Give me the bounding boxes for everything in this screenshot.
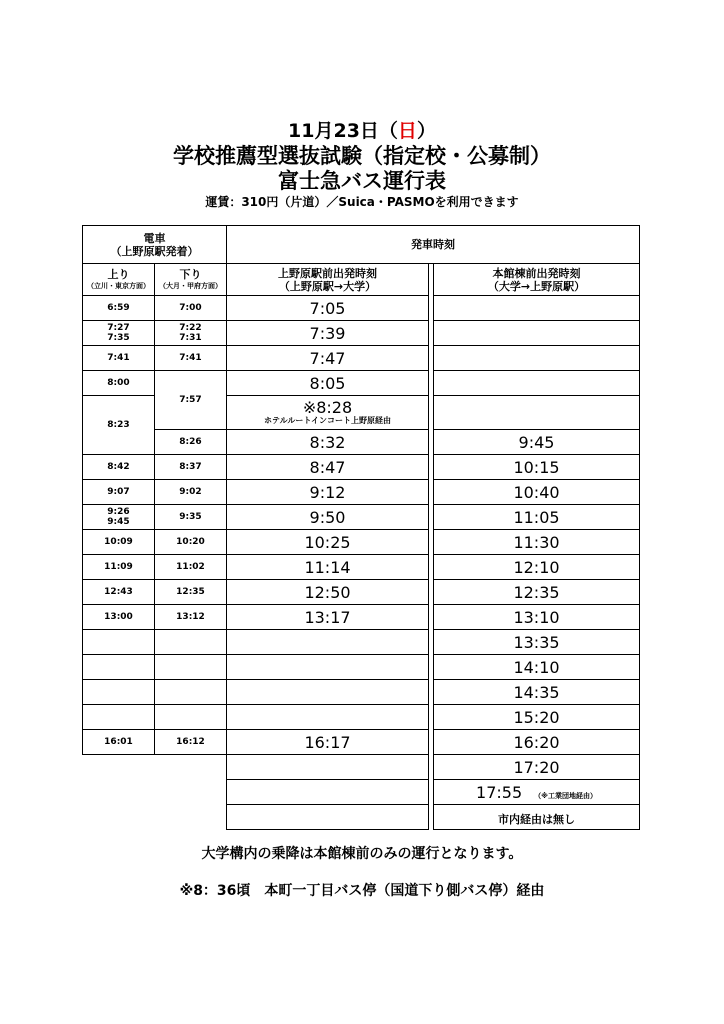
station-departure-time: 13:17 — [227, 605, 429, 630]
down-time: 12:35 — [155, 580, 227, 605]
campus-route-note: （※工業団地経由） — [534, 791, 597, 800]
table-row — [83, 530, 640, 555]
station-departure-time: 8:47 — [227, 455, 429, 480]
down-time — [155, 630, 227, 655]
campus-note: 大学構内の乗降は本館棟前のみの運行となります。 — [201, 846, 523, 862]
campus-departure-time: 12:10 — [434, 555, 640, 580]
campus-departure-time: 17:20 — [434, 755, 640, 780]
down-time — [155, 655, 227, 680]
station-route-note: ホテルルートインコート上野原経由 — [264, 416, 391, 425]
down-time — [155, 780, 227, 805]
table-row — [83, 371, 640, 396]
down-time: 7:57 — [155, 371, 227, 430]
down-time: 11:02 — [155, 555, 227, 580]
fare-note: 運賃：310円（片道）／Suica・PASMOを利用できます — [205, 195, 519, 209]
campus-departure-time: 13:10 — [434, 605, 640, 630]
train-header: 電車 （上野原駅発着） — [83, 226, 227, 264]
up-time: 7:41 — [83, 346, 155, 371]
campus-departure-time — [434, 396, 640, 430]
campus-departure-time: 12:35 — [434, 580, 640, 605]
station-departure-time: 8:32 — [227, 430, 429, 455]
campus-departure-time: 9:45 — [434, 430, 640, 455]
up-time — [83, 655, 155, 680]
campus-departure-header: 本館棟前出発時刻 （大学→上野原駅） — [434, 264, 640, 296]
down-time — [155, 705, 227, 730]
down-time: 9:35 — [155, 505, 227, 530]
table-row — [83, 480, 640, 505]
station-departure-time: 11:14 — [227, 555, 429, 580]
up-header: 上り （立川・東京方面） — [83, 264, 155, 296]
up-time: 11:09 — [83, 555, 155, 580]
campus-departure-time — [434, 296, 640, 321]
table-row — [83, 805, 640, 830]
table-row — [83, 780, 640, 805]
campus-departure-time: 10:40 — [434, 480, 640, 505]
table-row — [83, 580, 640, 605]
station-departure-time — [227, 755, 429, 780]
station-departure-time: 9:12 — [227, 480, 429, 505]
campus-departure-time: 14:35 — [434, 680, 640, 705]
down-time: 8:26 — [155, 430, 227, 455]
campus-departure-time — [434, 346, 640, 371]
down-time: 16:12 — [155, 730, 227, 755]
down-header: 下り （大月・甲府方面） — [155, 264, 227, 296]
table-row — [83, 605, 640, 630]
table-row — [83, 430, 640, 455]
campus-departure-time: 13:35 — [434, 630, 640, 655]
up-time: 7:27 7:35 — [83, 321, 155, 346]
table-row — [83, 730, 640, 755]
up-time — [83, 705, 155, 730]
down-time: 7:00 — [155, 296, 227, 321]
down-time — [155, 755, 227, 780]
table-row — [83, 455, 640, 480]
up-time: 16:01 — [83, 730, 155, 755]
down-time: 9:02 — [155, 480, 227, 505]
down-time — [155, 680, 227, 705]
table-row — [83, 321, 640, 346]
weekday-label: 日 — [397, 120, 417, 142]
down-time: 8:37 — [155, 455, 227, 480]
station-departure-time: 7:47 — [227, 346, 429, 371]
campus-departure-time — [434, 371, 640, 396]
up-time: 9:26 9:45 — [83, 505, 155, 530]
up-time: 6:59 — [83, 296, 155, 321]
campus-departure-time: 市内経由は無し — [434, 805, 640, 830]
campus-departure-time — [434, 321, 640, 346]
table-row — [83, 630, 640, 655]
up-time: 9:07 — [83, 480, 155, 505]
up-time: 12:43 — [83, 580, 155, 605]
exam-title: 学校推薦型選抜試験（指定校・公募制） — [173, 144, 551, 168]
station-departure-time: 7:39 — [227, 321, 429, 346]
up-time: 8:00 — [83, 371, 155, 396]
station-departure-time: 16:17 — [227, 730, 429, 755]
table-row — [83, 505, 640, 530]
station-departure-header: 上野原駅前出発時刻 （上野原駅→大学） — [227, 264, 429, 296]
up-time — [83, 630, 155, 655]
down-time: 7:22 7:31 — [155, 321, 227, 346]
table-row — [83, 680, 640, 705]
down-time: 10:20 — [155, 530, 227, 555]
station-departure-time: 10:25 — [227, 530, 429, 555]
station-departure-time: 12:50 — [227, 580, 429, 605]
station-departure-time — [227, 630, 429, 655]
table-row — [83, 346, 640, 371]
down-time — [155, 805, 227, 830]
campus-departure-time: 14:10 — [434, 655, 640, 680]
table-row — [83, 296, 640, 321]
station-departure-time — [227, 705, 429, 730]
departure-header: 発車時刻 — [227, 226, 640, 264]
station-departure-time — [227, 680, 429, 705]
table-row — [83, 705, 640, 730]
campus-departure-time: 11:05 — [434, 505, 640, 530]
table-row — [83, 655, 640, 680]
station-departure-time — [227, 805, 429, 830]
schedule-title: 富士急バス運行表 — [278, 169, 446, 193]
campus-departure-time: 17:55 （※工業団地経由） — [434, 780, 640, 805]
up-time: 8:23 — [83, 396, 155, 455]
campus-departure-time: 16:20 — [434, 730, 640, 755]
route-note: ※8：36頃 本町一丁目バス停（国道下り側バス停）経由 — [179, 883, 545, 899]
bus-timetable — [82, 225, 640, 830]
up-time — [83, 805, 155, 830]
campus-departure-time: 10:15 — [434, 455, 640, 480]
table-row — [83, 755, 640, 780]
up-time — [83, 780, 155, 805]
station-departure-time: 8:05 — [227, 371, 429, 396]
date-title: 11月23日（日） — [288, 120, 436, 142]
station-departure-time — [227, 655, 429, 680]
up-time: 13:00 — [83, 605, 155, 630]
station-departure-time: 9:50 — [227, 505, 429, 530]
campus-departure-time: 15:20 — [434, 705, 640, 730]
up-time — [83, 755, 155, 780]
station-departure-time: 7:05 — [227, 296, 429, 321]
table-row — [83, 555, 640, 580]
up-time: 8:42 — [83, 455, 155, 480]
up-time: 10:09 — [83, 530, 155, 555]
station-departure-time — [227, 780, 429, 805]
campus-departure-time: 11:30 — [434, 530, 640, 555]
down-time: 7:41 — [155, 346, 227, 371]
station-departure-time: ※8:28 ホテルルートインコート上野原経由 — [227, 396, 429, 430]
down-time: 13:12 — [155, 605, 227, 630]
up-time — [83, 680, 155, 705]
